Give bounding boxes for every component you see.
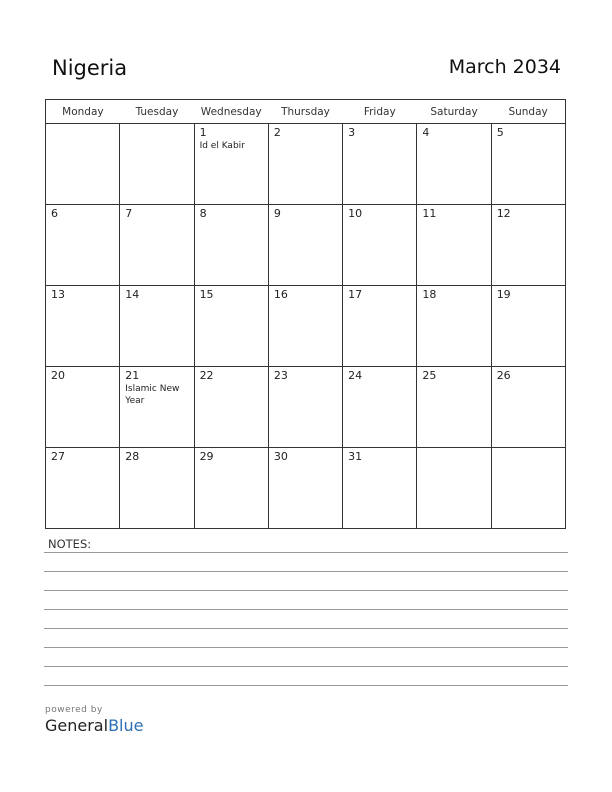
day-cell	[120, 286, 194, 367]
day-number: 7	[125, 207, 133, 220]
day-cell	[491, 367, 565, 448]
day-cell	[268, 124, 342, 205]
day-cell	[343, 286, 417, 367]
day-number: 10	[348, 207, 363, 220]
holiday-label: Islamic New Year	[125, 384, 180, 406]
day-cell	[491, 124, 565, 205]
day-cell	[268, 286, 342, 367]
day-cell	[268, 205, 342, 286]
day-cell	[343, 367, 417, 448]
day-number: 12	[496, 207, 511, 220]
day-number: 5	[496, 126, 504, 139]
day-number: 24	[348, 369, 363, 382]
day-number: 26	[496, 369, 511, 382]
day-number: 30	[273, 450, 288, 463]
notes-line	[44, 609, 568, 610]
holiday-label: Id el Kabir	[199, 141, 245, 151]
day-number: 15	[199, 288, 214, 301]
weekday-header-row	[46, 100, 566, 124]
month-year-title: March 2034	[448, 56, 561, 78]
day-cell	[46, 124, 120, 205]
day-cell	[46, 205, 120, 286]
powered-by-text: powered by	[45, 705, 103, 715]
day-cell	[417, 367, 491, 448]
notes-line	[44, 552, 568, 553]
day-number: 18	[422, 288, 437, 301]
week-row	[46, 205, 566, 286]
day-cell	[46, 286, 120, 367]
day-number: 19	[496, 288, 511, 301]
day-cell	[268, 448, 342, 529]
notes-line	[44, 571, 568, 572]
day-cell	[417, 124, 491, 205]
brand-name-general: General	[45, 716, 109, 735]
day-number: 28	[125, 450, 140, 463]
week-row	[46, 367, 566, 448]
day-cell	[491, 205, 565, 286]
weekday-header: Friday	[343, 100, 417, 124]
day-cell	[491, 448, 565, 529]
weekday-header: Sunday	[491, 100, 565, 124]
notes-line	[44, 590, 568, 591]
day-cell	[417, 286, 491, 367]
notes-line	[44, 666, 568, 667]
day-cell	[120, 367, 194, 448]
week-row	[46, 124, 566, 205]
brand-name	[45, 716, 143, 735]
calendar-grid	[45, 99, 566, 529]
day-number: 2	[273, 126, 281, 139]
weekday-header: Wednesday	[194, 100, 268, 124]
day-number: 21	[125, 369, 140, 382]
day-cell	[120, 205, 194, 286]
day-cell	[417, 448, 491, 529]
day-number: 11	[422, 207, 437, 220]
weekday-header: Saturday	[417, 100, 491, 124]
day-cell	[343, 448, 417, 529]
day-cell	[343, 124, 417, 205]
day-number: 3	[348, 126, 356, 139]
day-number: 9	[273, 207, 281, 220]
notes-line	[44, 628, 568, 629]
day-cell	[194, 367, 268, 448]
day-cell	[194, 448, 268, 529]
day-cell	[120, 448, 194, 529]
day-cell	[46, 367, 120, 448]
day-cell	[194, 286, 268, 367]
weekday-header: Tuesday	[120, 100, 194, 124]
day-number: 13	[51, 288, 65, 301]
day-number: 27	[51, 450, 65, 463]
day-number: 16	[273, 288, 288, 301]
notes-label: NOTES:	[48, 537, 92, 551]
generalblue-logo	[45, 705, 143, 735]
day-cell	[46, 448, 120, 529]
day-number: 23	[273, 369, 288, 382]
day-cell	[268, 367, 342, 448]
weekday-header: Monday	[46, 100, 120, 124]
day-number: 1	[199, 126, 207, 139]
country-title: Nigeria	[52, 56, 128, 80]
day-number: 17	[348, 288, 363, 301]
day-cell	[491, 286, 565, 367]
day-number: 29	[199, 450, 214, 463]
day-number: 8	[199, 207, 207, 220]
notes-line	[44, 647, 568, 648]
day-cell	[417, 205, 491, 286]
week-row	[46, 286, 566, 367]
day-cell	[343, 205, 417, 286]
day-number: 20	[51, 369, 65, 382]
day-number: 22	[199, 369, 214, 382]
day-number: 4	[422, 126, 430, 139]
day-number: 14	[125, 288, 140, 301]
notes-line	[44, 685, 568, 686]
weekday-header: Thursday	[268, 100, 342, 124]
week-row	[46, 448, 566, 529]
day-cell	[120, 124, 194, 205]
day-cell	[194, 205, 268, 286]
brand-name-blue: Blue	[108, 716, 144, 735]
day-number: 6	[51, 207, 58, 220]
day-number: 25	[422, 369, 437, 382]
day-number: 31	[348, 450, 363, 463]
day-cell	[194, 124, 268, 205]
